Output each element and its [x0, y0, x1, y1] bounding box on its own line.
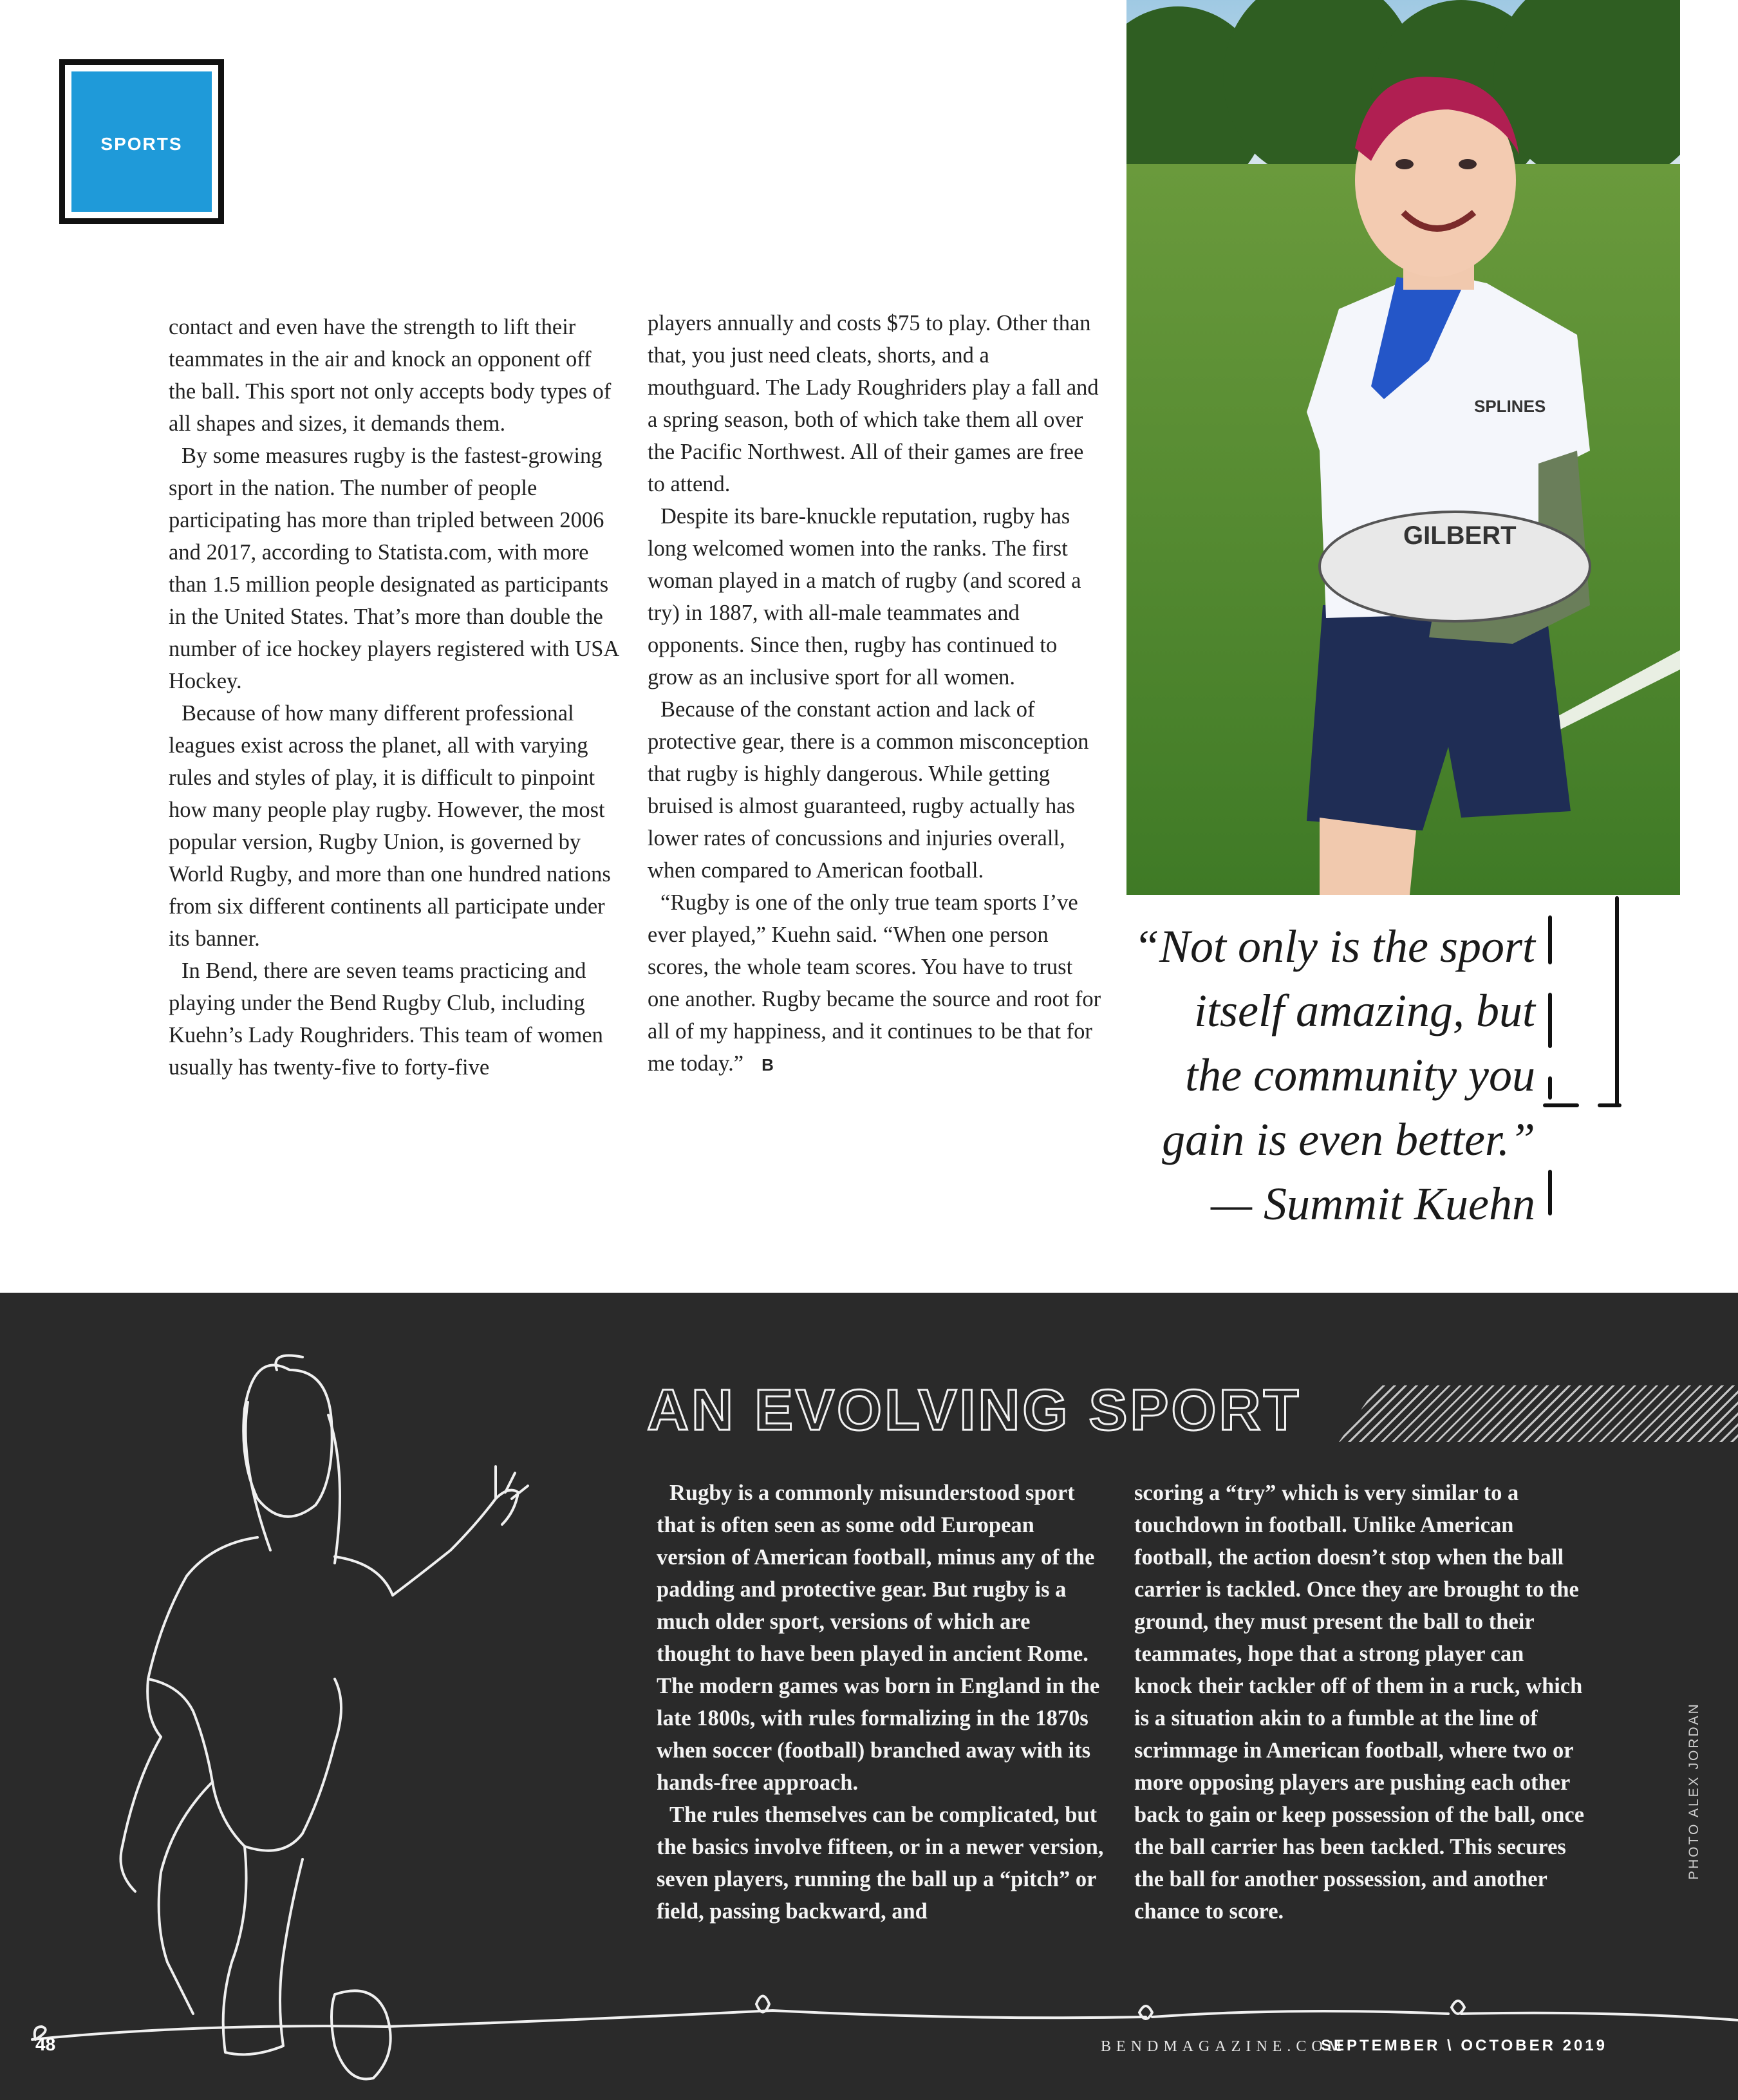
- pull-quote-line: the community you: [1185, 1049, 1535, 1101]
- article-paragraph: Despite its bare-knuckle reputation, rugby has long welcomed women into the ranks. The first woman played in a match of rugby (and scored a try) in 1887, with all-male teammates and opponents. Since then, rugby has continued to grow as an inclusive sport for all women.: [648, 504, 1081, 689]
- article-paragraph: Because of how many different professional leagues exist across the planet, all with varying rules and styles of play, it is difficult to pinpoint how many people play rugby. However, the most popular version, Rugby Union, is governed by World Rugby, and more than one hundred nations from six different continents all participate under its banner.: [169, 701, 611, 951]
- end-mark-icon: B: [762, 1055, 774, 1074]
- section-badge: [59, 59, 224, 224]
- sidebar-paragraph: scoring a “try” which is very similar to a touchdown in football. Unlike American football, the action doesn’t stop when the ball carrier is tackled. Once they are brought to the ground, they must present the ball to their teammates, hope that a strong player can knock their tackler off of them in a ruck, which is a situation akin to a fumble at the line of scrimmage in American football, where two or more opposing players are pushing each other back to gain or keep possession of the ball, once the ball carrier has been tackled. This secures the ball for another possession, and another chance to score.: [1134, 1481, 1585, 1924]
- leg: [1320, 818, 1416, 895]
- sidebar-paragraph: Rugby is a commonly misunderstood sport that is often seen as some odd European version of American football, minus any of the padding and protective gear. But rugby is a much older sport, versions of which are thought to have been played in ancient Rome. The modern games was born in England in the late 1800s, with rules formalizing in the 1870s when soccer (football) branched away with its hands-free approach.: [657, 1481, 1100, 1795]
- article-column-2: [648, 307, 1105, 1081]
- player-photo-illustration: [1126, 0, 1680, 895]
- article-column-1: [169, 311, 619, 1083]
- footer-issue-date: SEPTEMBER \ OCTOBER 2019: [1321, 2037, 1607, 2054]
- player-photo: [1126, 0, 1680, 895]
- pull-quote-line: itself amazing, but: [1193, 985, 1535, 1036]
- photo-credit: PHOTO ALEX JORDAN: [1687, 1702, 1701, 1880]
- ball-text: GILBERT: [1403, 521, 1517, 550]
- sidebar-paragraph: The rules themselves can be complicated, but the basics involve fifteen, or in a newer version, seven players, running the ball up a “pitch” or field, passing backward, and: [657, 1803, 1104, 1924]
- sidebar-column-1: [657, 1477, 1107, 1927]
- pull-quote-attribution: — Summit Kuehn: [1211, 1178, 1535, 1230]
- footer-website: BENDMAGAZINE.COM: [1101, 2038, 1347, 2055]
- page-number: 48: [35, 2034, 56, 2054]
- article-paragraph: “Rugby is one of the only true team sports I’ve ever played,” Kuehn said. “When one person scores, the whole team scores. You have to trust one another. Rugby became the source and root for all of my happiness, and it continues to be that for me today.” B: [648, 886, 1105, 1081]
- article-paragraph: contact and even have the strength to lift their teammates in the air and knock an opponent off the ball. This sport not only accepts body types of all shapes and sizes, it demands them.: [169, 315, 612, 436]
- pull-quote: [1117, 914, 1535, 1236]
- sidebar-headline: AN EVOLVING SPORT: [647, 1378, 1302, 1443]
- pull-quote-line: gain is even better.”: [1162, 1114, 1535, 1165]
- article-paragraph: In Bend, there are seven teams practicing and playing under the Bend Rugby Club, including Kuehn’s Lady Roughriders. This team of women usually has twenty-five to forty-five: [169, 959, 603, 1080]
- article-paragraph: By some measures rugby is the fastest-growing sport in the nation. The number of people participating has more than tripled between 2006 and 2017, according to Statista.com, with more than 1.5 million people designated as participants in the United States. That’s more than double the number of ice hockey players registered with USA Hockey.: [169, 444, 619, 693]
- sidebar-column-2: [1134, 1477, 1585, 1927]
- quote-bracket-decoration: [1538, 892, 1641, 1226]
- pull-quote-line: “Not only is the sport: [1133, 921, 1535, 972]
- jersey-text: SPLINES: [1474, 397, 1546, 416]
- article-paragraph: Because of the constant action and lack of protective gear, there is a common misconception that rugby is highly dangerous. While getting bruised is almost guaranteed, rugby actually has lower rates of concussions and injuries overall, when compared to American football.: [648, 697, 1089, 883]
- article-paragraph: players annually and costs $75 to play. Other than that, you just need cleats, shorts, and a mouthguard. The Lady Roughriders play a fall and a spring season, both of which take them all over the Pacific Northwest. All of their games are free to attend.: [648, 311, 1099, 496]
- headline-hatch-decoration: [1339, 1385, 1738, 1442]
- section-label: SPORTS: [100, 134, 183, 154]
